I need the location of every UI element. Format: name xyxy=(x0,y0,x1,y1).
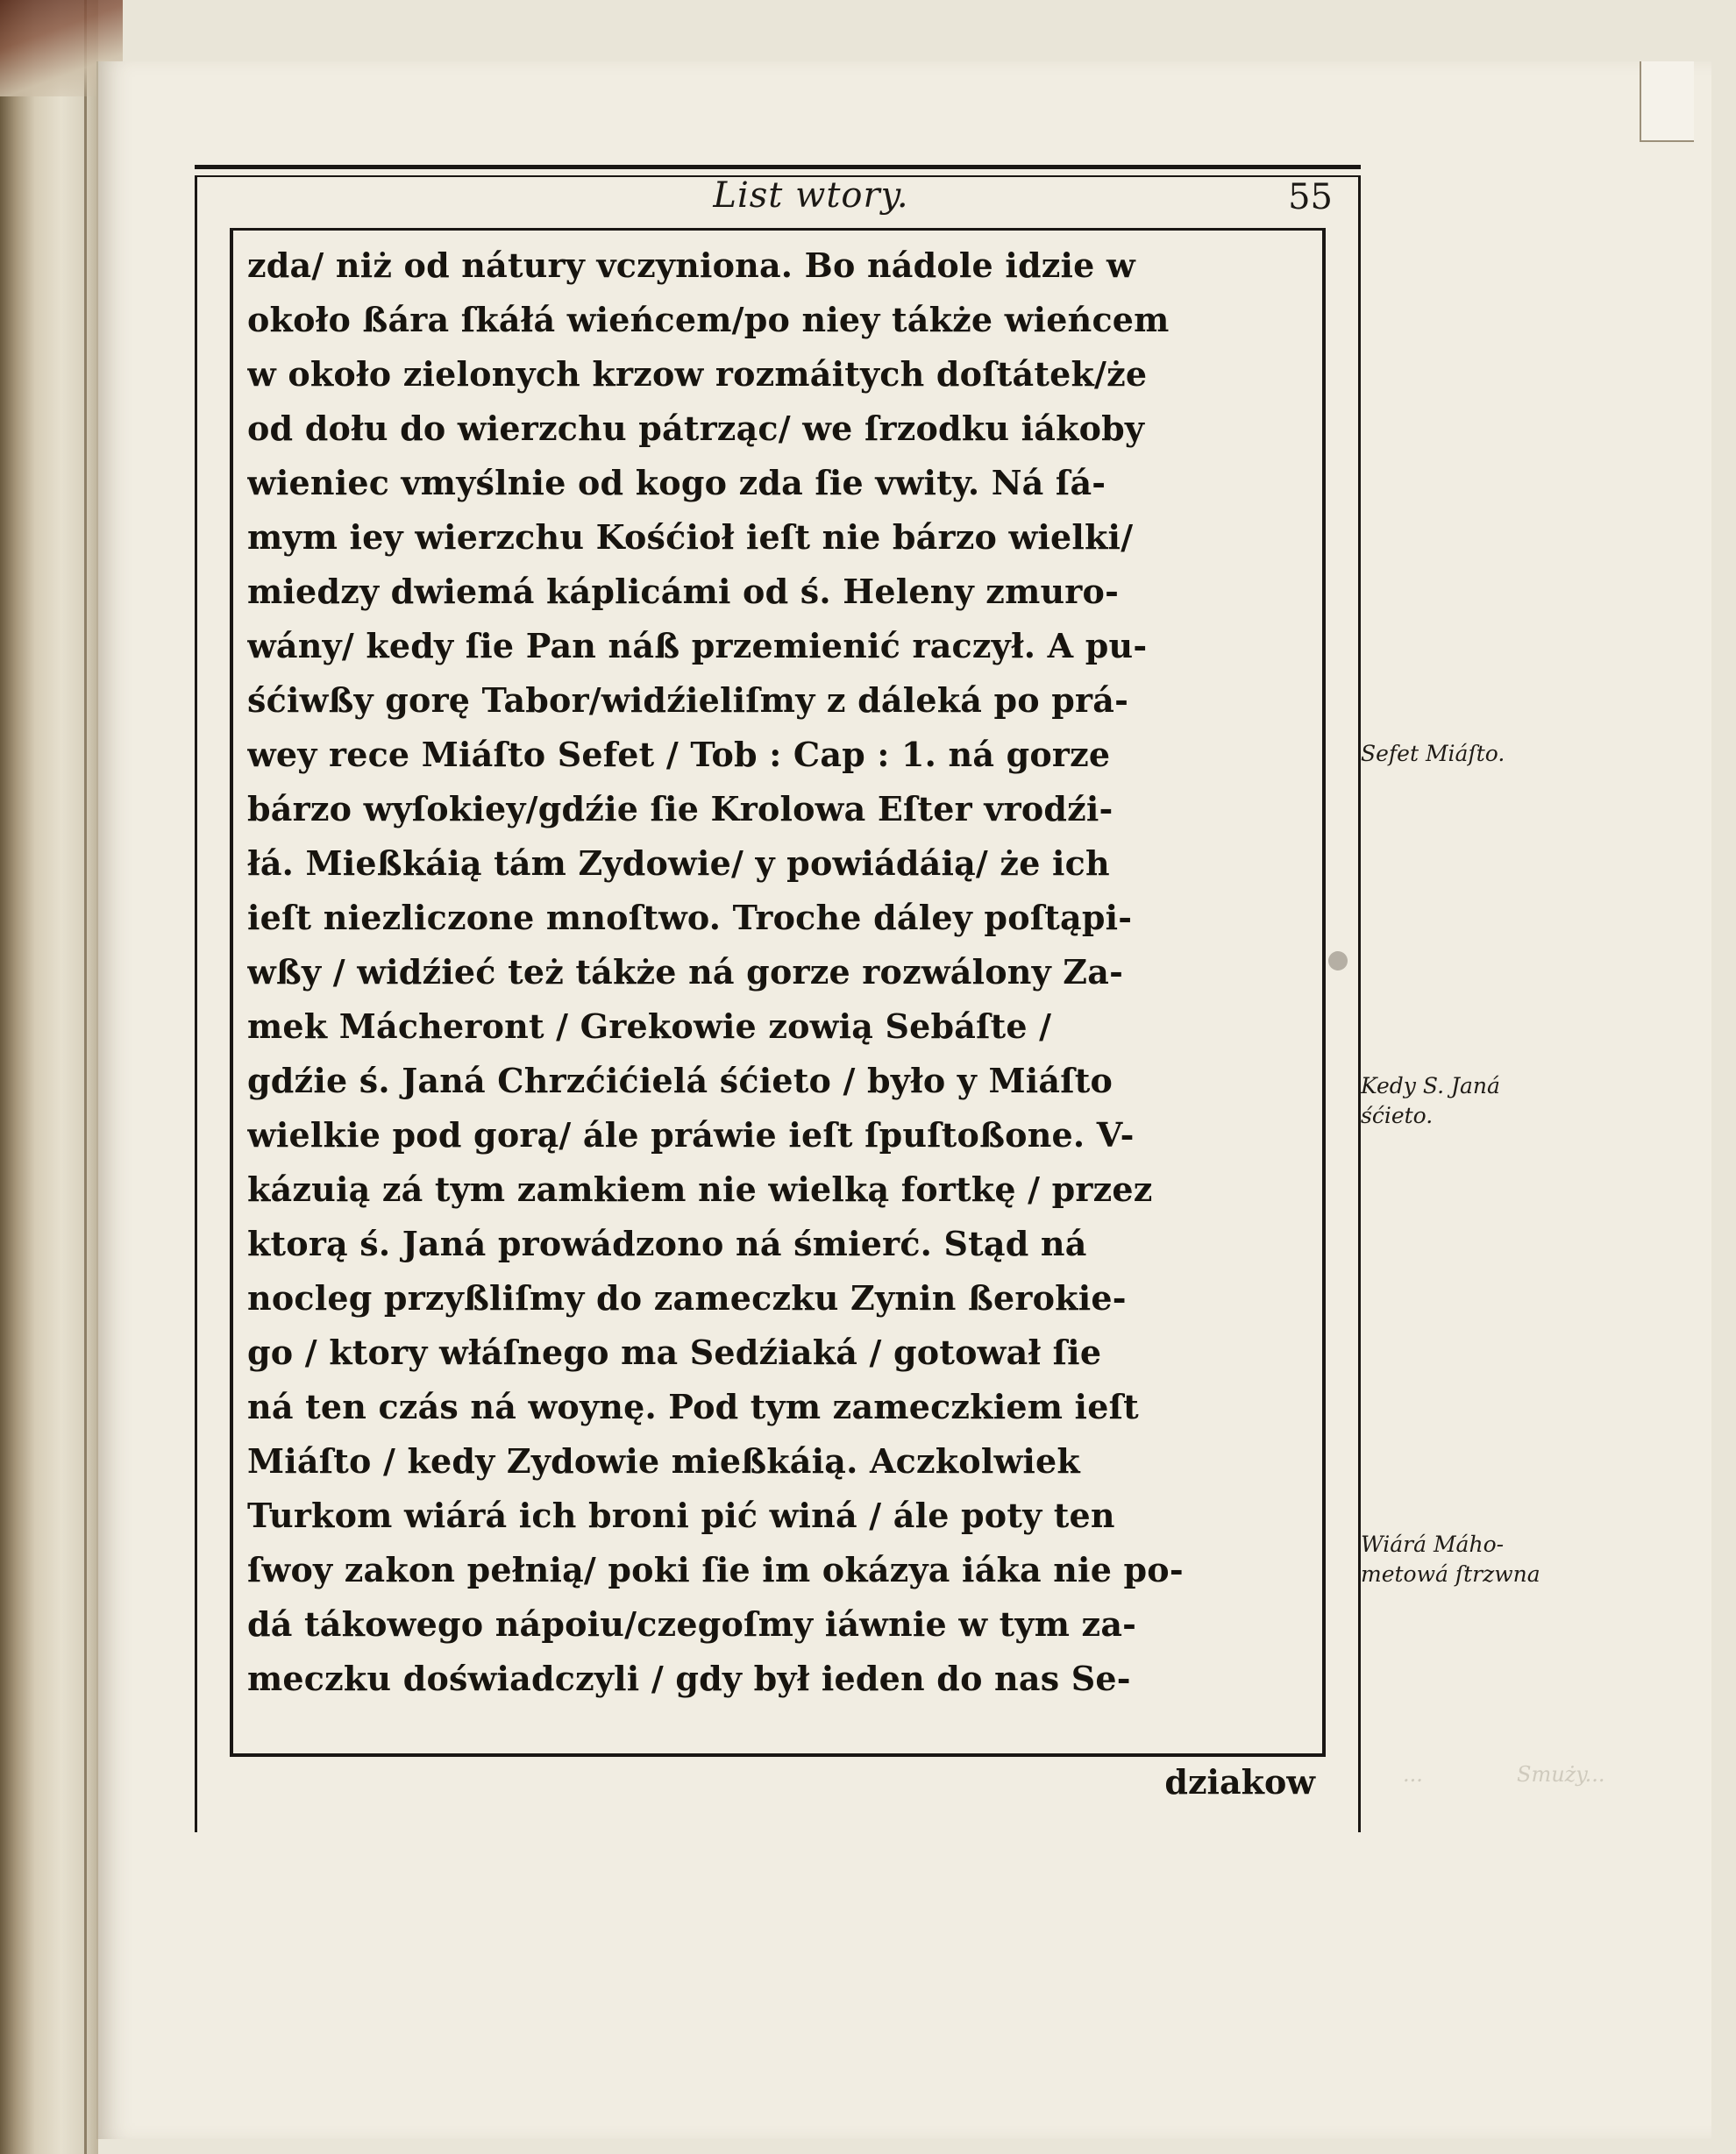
text-line: wielkie pod gorą/ ále práwie ieſt ſpuſtoßone. V- xyxy=(247,1115,1135,1155)
text-line: w około zielonych krzow rozmáitych doſtátek/że xyxy=(247,354,1148,394)
text-line: ktorą ś. Janá prowádzono ná śmierć. Stąd ná xyxy=(247,1224,1087,1263)
text-line: meczku doświadczyli / gdy był ieden do nas Se- xyxy=(247,1659,1131,1698)
text-line: ſwoy zakon pełnią/ poki ſie im okázya iáka nie po- xyxy=(247,1550,1184,1589)
body-text xyxy=(247,238,1313,1706)
text-line: wßy / widźieć też tákże ná gorze rozwálony Za- xyxy=(247,952,1124,992)
binding-fold-line xyxy=(84,0,87,2154)
text-line: wány/ kedy ſie Pan náß przemienić raczył. A pu- xyxy=(247,626,1148,665)
margin-note-line: Wiárá Máho- xyxy=(1361,1532,1505,1557)
bleed-through-text: Smuży... xyxy=(1517,1762,1605,1787)
text-line: Miáſto / kedy Zydowie mießkáią. Aczkolwiek xyxy=(247,1441,1080,1481)
footer-rule xyxy=(230,1753,1326,1757)
text-line: łá. Mießkáią tám Zydowie/ y powiádáią/ że ich xyxy=(247,843,1110,883)
header-rule xyxy=(195,165,1361,169)
text-line: mek Mácheront / Grekowie zowią Sebáſte / xyxy=(247,1006,1052,1046)
text-line: od dołu do wierzchu pátrząc/ we ſrzodku iákoby xyxy=(247,409,1145,448)
margin-note-line: śćieto. xyxy=(1361,1103,1434,1128)
text-line: gdźie ś. Janá Chrzćićielá śćieto / było y Miáſto xyxy=(247,1061,1113,1100)
text-line: około ßára ſkáłá wieńcem/po niey tákże wieńcem xyxy=(247,300,1170,339)
text-line: nocleg przyßliſmy do zameczku Zynin ßerokie- xyxy=(247,1278,1127,1318)
margin-note-mahomet-faith xyxy=(1361,1530,1624,1589)
margin-note-text: Sefet Miáſto. xyxy=(1361,741,1505,766)
margin-note-line: Kedy S. Janá xyxy=(1361,1073,1500,1098)
margin-note-sefet xyxy=(1361,739,1624,769)
text-line: miedzy dwiemá káplicámi od ś. Heleny zmuro- xyxy=(247,572,1120,611)
ink-stain xyxy=(1328,951,1348,970)
text-line: Turkom wiárá ich broni pić winá / ále poty ten xyxy=(247,1496,1115,1535)
text-line: go / ktory włáſnego ma Sedźiaká / gotował ſie xyxy=(247,1333,1102,1372)
text-line: dá tákowego nápoiu/czegoſmy iáwnie w tym za- xyxy=(247,1604,1137,1644)
running-title: List wtory. xyxy=(713,175,909,216)
page-corner-fold xyxy=(1640,61,1694,142)
text-line: śćiwßy gorę Tabor/widźieliſmy z dáleká po prá- xyxy=(247,680,1129,720)
text-line: wieniec vmyślnie od kogo zda ſie vwity. Ná ſá- xyxy=(247,463,1106,502)
margin-note-st-john xyxy=(1361,1071,1624,1131)
margin-note-line: metowá ſtrzwna xyxy=(1361,1561,1540,1587)
text-line: zda/ niż od nátury vczyniona. Bo nádole idzie w xyxy=(247,245,1135,285)
bleed-through-text: ... xyxy=(1403,1762,1423,1787)
catchword: dziakow xyxy=(1164,1762,1315,1802)
page-number: 55 xyxy=(1288,177,1333,217)
text-line: ieſt niezliczone mnoſtwo. Troche dáley poſtąpi- xyxy=(247,898,1133,937)
text-line: kázuią zá tym zamkiem nie wielką fortkę / przez xyxy=(247,1169,1153,1209)
text-line: bárzo wyſokiey/gdźie ſie Krolowa Eſter vrodźi- xyxy=(247,789,1113,828)
text-line: wey rece Miáſto Sefet / Tob : Cap : 1. ná gorze xyxy=(247,735,1111,774)
text-line: mym iey wierzchu Kośćioł ieſt nie bárzo wielki/ xyxy=(247,517,1134,557)
text-line: ná ten czás ná woynę. Pod tym zameczkiem ieſt xyxy=(247,1387,1139,1426)
